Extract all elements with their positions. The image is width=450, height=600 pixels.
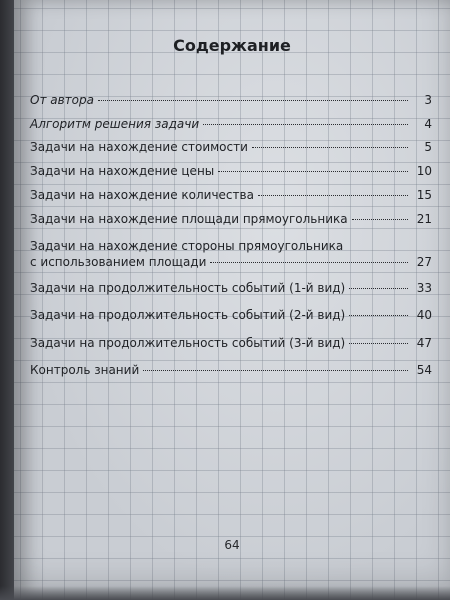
toc-entry-page: 47 (416, 336, 432, 350)
page-bottom-edge (0, 586, 450, 600)
page-title: Содержание (173, 36, 291, 55)
dot-leader (349, 315, 408, 316)
toc-entry-title: Задачи на нахождение цены (30, 164, 215, 178)
book-page (14, 0, 450, 600)
dot-leader (98, 100, 408, 101)
toc-entry-title-line2: с использованием площади (30, 255, 207, 269)
toc-entry-page: 33 (416, 281, 432, 295)
toc-entry-title: Задачи на продолжительность событий (1-й вид) (30, 281, 346, 295)
toc-entry (30, 335, 432, 351)
toc-entry (30, 238, 432, 270)
dot-leader (252, 147, 408, 148)
toc-entry (30, 163, 432, 179)
dot-leader (143, 370, 408, 371)
toc-entry (30, 307, 432, 323)
dot-leader (349, 343, 408, 344)
toc-entry-title: Алгоритм решения задачи (30, 117, 200, 131)
toc-entry (30, 92, 432, 108)
toc-entry-page: 54 (416, 363, 432, 377)
toc-entry-title: Задачи на нахождение площади прямоугольника (30, 212, 348, 226)
toc-entry-page: 3 (424, 93, 432, 107)
toc-entry-title: Задачи на продолжительность событий (2-й вид) (30, 308, 346, 322)
dot-leader (258, 195, 408, 196)
toc-entry-page: 10 (416, 164, 432, 178)
toc-entry (30, 187, 432, 203)
toc-entry-page: 15 (416, 188, 432, 202)
toc-entry-title: Задачи на нахождение количества (30, 188, 254, 202)
toc-entry (30, 211, 432, 227)
dot-leader (218, 171, 408, 172)
toc-entry-title: От автора (30, 93, 94, 107)
toc-entry (30, 362, 432, 378)
toc-entry-title-line1: Задачи на нахождение стороны прямоугольника (30, 239, 344, 253)
toc-entry-title: Задачи на продолжительность событий (3-й вид) (30, 336, 346, 350)
toc-entry-page: 4 (424, 117, 432, 131)
toc-entry (30, 116, 432, 132)
dot-leader (352, 219, 408, 220)
toc-entry-page: 21 (416, 212, 432, 226)
page-number: 64 (224, 538, 240, 552)
toc-entry (30, 280, 432, 296)
toc-entry-title: Задачи на нахождение стоимости (30, 140, 248, 154)
toc-entry-page: 5 (424, 140, 432, 154)
toc-entry-title: Контроль знаний (30, 363, 140, 377)
dot-leader (349, 288, 408, 289)
toc-entry-page: 40 (416, 308, 432, 322)
toc-entry (30, 139, 432, 155)
dot-leader (203, 124, 408, 125)
toc-entry-page: 27 (416, 255, 432, 269)
dot-leader (210, 262, 408, 263)
